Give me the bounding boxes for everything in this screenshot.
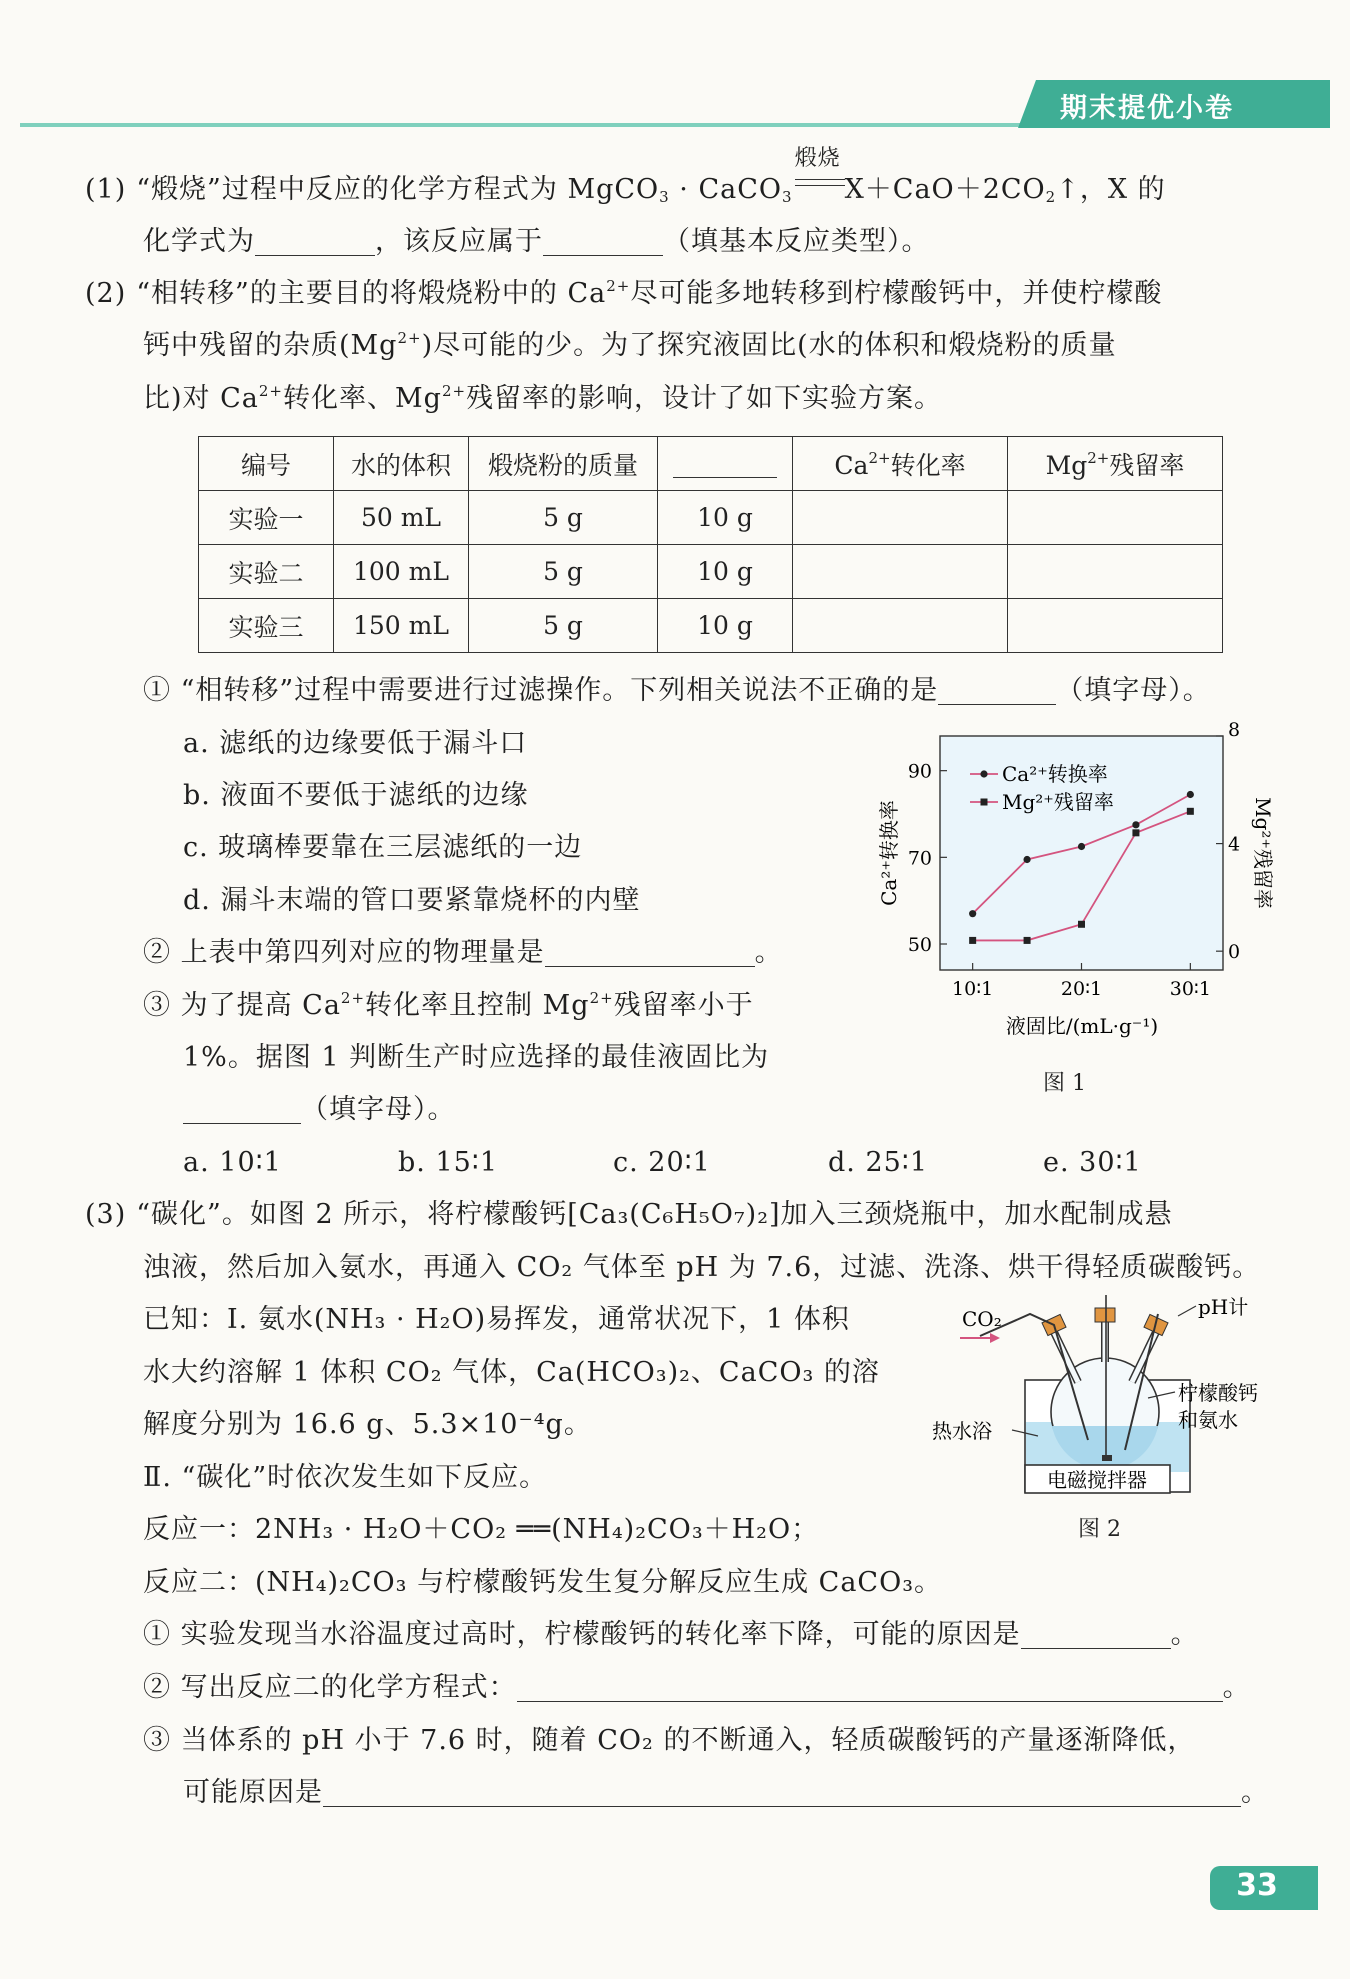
table-header: 煅烧粉的质量 <box>469 437 658 491</box>
q2-line-1: (2) “相转移”的主要目的将煅烧粉中的 $Ca^{2+}$尽可能多地转移到柠檬酸钙中，并使柠檬酸 <box>85 277 1163 309</box>
q2-line-3: 比)对 $Ca^{2+}$转化率、$Mg^{2+}$残留率的影响，设计了如下实验方案。 <box>143 382 943 414</box>
y-left-tick-label: 70 <box>907 847 932 870</box>
x-tick-label: 10∶1 <box>952 978 994 1000</box>
ratio-d: d. 25∶1 <box>828 1147 929 1178</box>
y-right-label: Mg²⁺残留率 <box>1251 797 1275 909</box>
data-point <box>1023 856 1030 863</box>
ratio-c: c. 20∶1 <box>613 1147 711 1178</box>
x-tick-label: 20∶1 <box>1060 978 1103 1000</box>
ratio-a: a. 10∶1 <box>183 1147 282 1178</box>
q3-sub-3-line-2: 可能原因是 。 <box>183 1777 1269 1808</box>
reaction-2: 反应二：(NH₄)₂CO₃ 与柠檬酸钙发生复分解反应生成 CaCO₃。 <box>143 1567 943 1598</box>
table-header: 编号 <box>199 437 334 491</box>
q1-blank-type[interactable] <box>543 225 663 256</box>
y-left-label: Ca²⁺转换率 <box>877 800 901 906</box>
q2-sub-3-line-3: （填字母）。 <box>183 1091 456 1129</box>
y-left-tick-label: 90 <box>907 760 932 783</box>
table-header: $Mg^{2+}$残留率 <box>1008 437 1223 491</box>
table-row: 实验三 150 mL 5 g 10 g <box>199 599 1223 653</box>
q3-sub-1: ① 实验发现当水浴温度过高时，柠檬酸钙的转化率下降，可能的原因是 。 <box>143 1619 1199 1650</box>
q2-line-2: 钙中残留的杂质$(Mg^{2+})$尽可能的少。为了探究液固比(水的体积和煅烧粉的质量 <box>143 329 1117 361</box>
q2-sub-3-line-2: 1%。据图 1 判断生产时应选择的最佳液固比为 <box>183 1042 770 1073</box>
q2-sub-1: ① “相转移”过程中需要进行过滤操作。下列相关说法不正确的是 （填字母）。 <box>143 675 1211 706</box>
q3-sub-3-blank[interactable] <box>323 1776 1241 1807</box>
q3-line-4: 水大约溶解 1 体积 CO₂ 气体，Ca(HCO₃)₂、CaCO₃ 的溶 <box>143 1357 880 1388</box>
legend-marker-circle <box>980 770 987 777</box>
data-point <box>969 937 976 944</box>
legend-entry: Ca²⁺转换率 <box>1002 762 1108 786</box>
y-right-tick-label: 0 <box>1228 941 1241 964</box>
q3-sub-3-line-1: ③ 当体系的 pH 小于 7.6 时，随着 CO₂ 的不断通入，轻质碳酸钙的产量逐渐降低， <box>143 1725 1196 1756</box>
q3-line-6: Ⅱ. “碳化”时依次发生如下反应。 <box>143 1462 548 1493</box>
q3-line-2: 浊液，然后加入氨水，再通入 CO₂ 气体至 pH 为 7.6，过滤、洗涤、烘干得轻质碳酸钙。 <box>143 1252 1261 1283</box>
data-point <box>969 910 976 917</box>
data-point <box>1024 937 1031 944</box>
data-point <box>1187 808 1194 815</box>
data-point <box>1078 843 1085 850</box>
q3-line-5: 解度分别为 16.6 g、5.3×10⁻⁴g。 <box>143 1409 592 1440</box>
option-c: c. 玻璃棒要靠在三层滤纸的一边 <box>183 832 583 863</box>
stir-bar <box>1102 1455 1112 1461</box>
header-title: 期末提优小卷 <box>1060 93 1234 124</box>
q2-sub-3-blank[interactable] <box>183 1093 301 1124</box>
table-header: $Ca^{2+}$转化率 <box>793 437 1008 491</box>
table-header-blank[interactable] <box>658 437 793 491</box>
option-d: d. 漏斗末端的管口要紧靠烧杯的内壁 <box>183 885 641 916</box>
table-header: 水的体积 <box>334 437 469 491</box>
legend-entry: Mg²⁺残留率 <box>1002 790 1114 814</box>
q2-sub-3-line-1: ③ 为了提高 $Ca^{2+}$转化率且控制 $Mg^{2+}$残留率小于 <box>143 989 754 1021</box>
stirrer-label: 电磁搅拌器 <box>1047 1468 1147 1492</box>
figure-1-caption: 图 1 <box>1043 1071 1086 1096</box>
data-point <box>1187 791 1194 798</box>
header-bar <box>20 123 1030 127</box>
reaction-1: 反应一：2NH₃ · H₂O＋CO₂ ══(NH₄)₂CO₃＋H₂O； <box>143 1514 820 1545</box>
y-right-tick-label: 4 <box>1228 833 1241 856</box>
solution-label-1: 柠檬酸钙 <box>1178 1381 1258 1405</box>
option-b: b. 液面不要低于滤纸的边缘 <box>183 780 529 811</box>
table-row: 实验二 100 mL 5 g 10 g <box>199 545 1223 599</box>
q2-sub-1-blank[interactable] <box>938 674 1056 705</box>
page-number: 33 <box>1236 1868 1278 1903</box>
option-a: a. 滤纸的边缘要低于漏斗口 <box>183 728 528 759</box>
q1-label: (1) <box>85 174 127 205</box>
q1-blank-formula[interactable] <box>255 225 375 256</box>
data-point <box>1132 821 1139 828</box>
x-axis-label: 液固比/(mL·g⁻¹) <box>1005 1014 1159 1038</box>
q3-line-1: (3) “碳化”。如图 2 所示，将柠檬酸钙[Ca₃(C₆H₅O₇)₂]加入三颈烧瓶中，加水配制成悬 <box>85 1199 1173 1230</box>
condition-equals: 煅烧 <box>793 170 845 200</box>
q2-sub-2-blank[interactable] <box>545 936 755 967</box>
co2-label: CO₂ <box>962 1307 1002 1331</box>
q3-line-3: 已知：Ⅰ. 氨水(NH₃ · H₂O)易挥发，通常状况下，1 体积 <box>143 1304 850 1335</box>
q3-sub-1-blank[interactable] <box>1021 1618 1171 1649</box>
figure-1-chart <box>870 720 1280 1100</box>
table-header-row <box>199 437 1223 491</box>
stopper <box>1095 1308 1115 1322</box>
figure-2-caption: 图 2 <box>1078 1517 1121 1542</box>
ph-meter-label: pH计 <box>1198 1295 1249 1319</box>
x-tick-label: 30∶1 <box>1169 978 1211 1000</box>
figure-2-apparatus <box>920 1290 1320 1550</box>
data-point <box>1078 921 1085 928</box>
q1-line-2: 化学式为 ，该反应属于 （填基本反应类型）。 <box>143 226 930 257</box>
q3-sub-2: ② 写出反应二的化学方程式： 。 <box>143 1672 1251 1703</box>
y-left-tick-label: 50 <box>907 934 932 956</box>
y-right-tick-label: 8 <box>1228 720 1241 741</box>
legend-marker-square <box>981 799 988 806</box>
q2-sub-2: ② 上表中第四列对应的物理量是 。 <box>143 937 783 968</box>
solution-label-2: 和氨水 <box>1178 1408 1238 1432</box>
bath-label: 热水浴 <box>932 1419 992 1443</box>
q1-line-1: (1) “煅烧”过程中反应的化学方程式为 MgCO$_3$ · CaCO$_3$ 煅烧 $X+CaO+2CO_2↑$，X 的 <box>85 146 1166 206</box>
q3-sub-2-blank[interactable] <box>517 1671 1223 1702</box>
ratio-b: b. 15∶1 <box>398 1147 499 1178</box>
experiment-table <box>198 436 1223 653</box>
table-row: 实验一 50 mL 5 g 10 g <box>199 491 1223 545</box>
data-point <box>1132 829 1139 836</box>
ratio-e: e. 30∶1 <box>1043 1147 1142 1178</box>
